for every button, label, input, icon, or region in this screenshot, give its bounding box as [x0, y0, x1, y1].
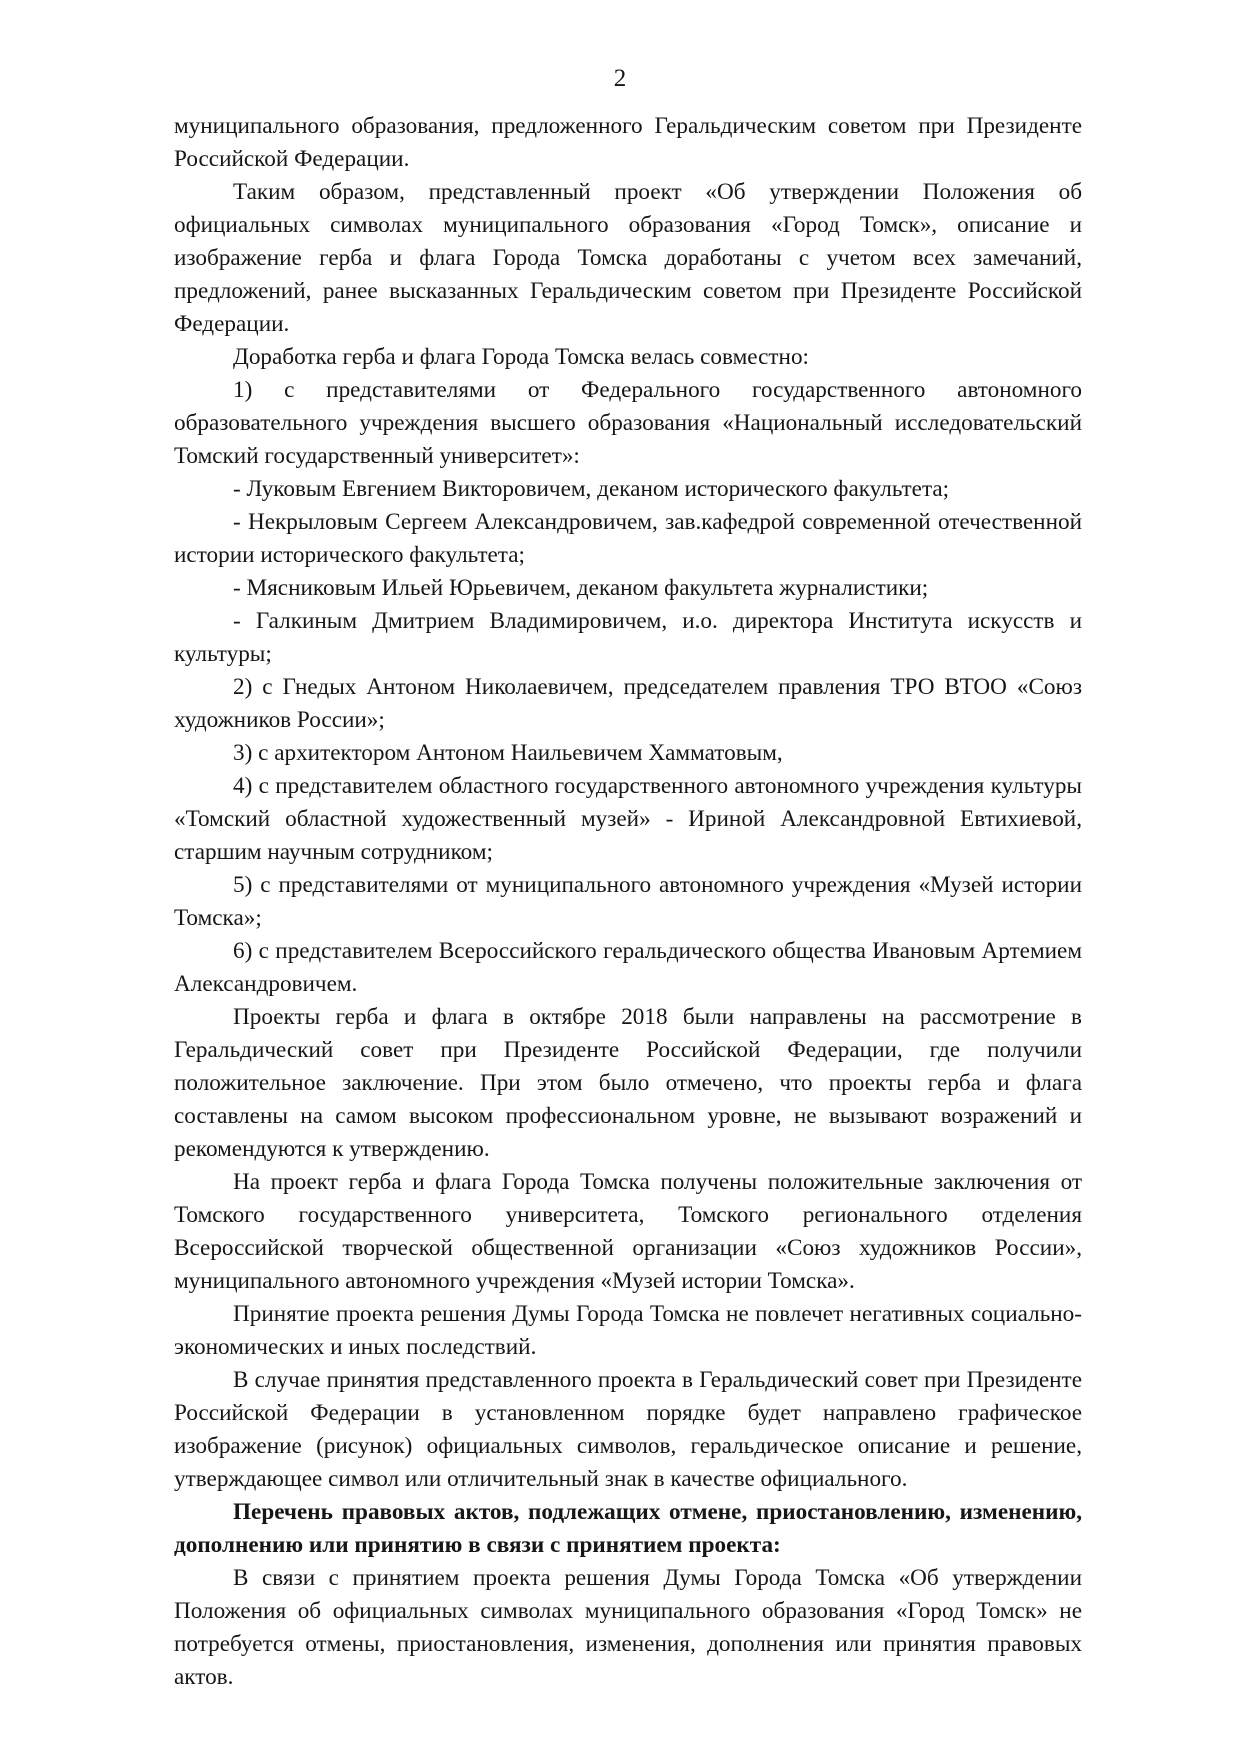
- paragraph: - Галкиным Дмитрием Владимировичем, и.о. директора Института искусств и культуры;: [174, 608, 1082, 667]
- paragraph: муниципального образования, предложенного Геральдическим советом при Президенте Российской Федерации.: [174, 113, 1082, 172]
- paragraph: На проект герба и флага Города Томска получены положительные заключения от Томского государственного университета, Томского регионального отделения Всероссийской творческой общественной организации «Союз художников России», муниципального автономного учреждения «Музей истории Томска».: [174, 1169, 1082, 1294]
- paragraph: Принятие проекта решения Думы Города Томска не повлечет негативных социально-экономических и иных последствий.: [174, 1301, 1082, 1360]
- paragraph: 4) с представителем областного государственного автономного учреждения культуры «Томский областной художественный музей» - Ириной Александровной Евтихиевой, старшим научным сотрудником;: [174, 773, 1082, 865]
- paragraph: - Некрыловым Сергеем Александровичем, зав.кафедрой современной отечественной истории исторического факультета;: [174, 509, 1082, 568]
- paragraph: В связи с принятием проекта решения Думы Города Томска «Об утверждении Положения об официальных символах муниципального образования «Город Томск» не потребуется отмены, приостановления, изменения, дополнения или принятия правовых актов.: [174, 1565, 1082, 1690]
- paragraph: Проекты герба и флага в октябре 2018 были направлены на рассмотрение в Геральдический совет при Президенте Российской Федерации, где получили положительное заключение. При этом было отмечено, что проекты герба и флага составлены на самом высоком профессиональном уровне, не вызывают возражений и рекомендуются к утверждению.: [174, 1004, 1082, 1162]
- paragraph: В случае принятия представленного проекта в Геральдический совет при Президенте Российской Федерации в установленном порядке будет направлено графическое изображение (рисунок) официальных символов, геральдическое описание и решение, утверждающее символ или отличительный знак в качестве официального.: [174, 1367, 1082, 1492]
- paragraph: 1) с представителями от Федерального государственного автономного образовательного учреждения высшего образования «Национальный исследовательский Томский государственный университет»:: [174, 377, 1082, 469]
- paragraph: 6) с представителем Всероссийского геральдического общества Ивановым Артемием Александровичем.: [174, 938, 1082, 997]
- document-body: [174, 110, 1082, 1694]
- paragraph: - Луковым Евгением Викторовичем, деканом исторического факультета;: [233, 476, 950, 502]
- paragraph: 5) с представителями от муниципального автономного учреждения «Музей истории Томска»;: [174, 872, 1082, 931]
- paragraph: 2) с Гнедых Антоном Николаевичем, председателем правления ТРО ВТОО «Союз художников России»;: [174, 674, 1082, 733]
- paragraph: 3) с архитектором Антоном Наильевичем Хамматовым,: [233, 740, 783, 766]
- page-number: 2: [613, 65, 627, 92]
- paragraph: Доработка герба и флага Города Томска велась совместно:: [233, 344, 809, 370]
- paragraph: - Мясниковым Ильей Юрьевичем, деканом факультета журналистики;: [233, 575, 929, 601]
- section-heading: Перечень правовых актов, подлежащих отмене, приостановлению, изменению, дополнению или принятию в связи с принятием проекта:: [174, 1499, 1082, 1558]
- paragraph: Таким образом, представленный проект «Об утверждении Положения об официальных символах муниципального образования «Город Томск», описание и изображение герба и флага Города Томска доработаны с учетом всех замечаний, предложений, ранее высказанных Геральдическим советом при Президенте Российской Федерации.: [174, 179, 1082, 337]
